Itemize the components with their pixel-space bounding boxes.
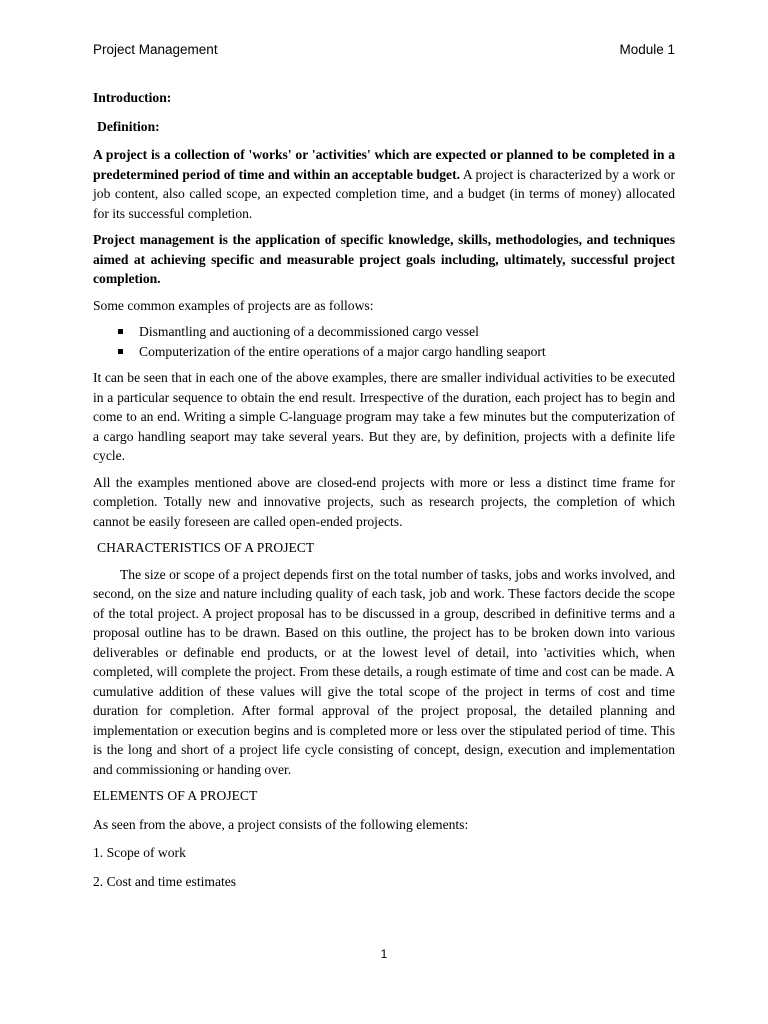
- header-module: Module 1: [619, 42, 675, 57]
- elements-intro: As seen from the above, a project consists of the following elements:: [93, 816, 469, 832]
- document-body: [93, 88, 675, 891]
- element-scope-of-work: 1. Scope of work: [93, 845, 186, 860]
- element-cost-time-estimates: 2. Cost and time estimates: [93, 873, 237, 889]
- introduction-heading: Introduction:: [93, 90, 172, 105]
- project-definition-rest: A project is characterized by a work or job content, also called scope, an expected completion time, and a budget (in terms of money) allocated for its successful completion.: [93, 166, 675, 221]
- definition-heading: Definition:: [97, 118, 160, 134]
- page-number: 1: [380, 947, 388, 961]
- project-definition-bold: A project is a collection of 'works' or 'activities' which are expected or planned to be completed in a predetermined period of time and within an acceptable budget.: [93, 147, 675, 182]
- examples-list: [93, 322, 675, 361]
- project-management-definition: Project management is the application of specific knowledge, skills, methodologies, and techniques aimed at achieving specific and measurable project goals including, ultimately, successful project completion.: [93, 232, 675, 286]
- closed-end-paragraph: All the examples mentioned above are closed-end projects with more or less a distinct time frame for completion. Totally new and innovative projects, such as research projects, the completion of which cannot be easily foreseen are called open-ended projects.: [93, 474, 675, 529]
- bullet-square-icon: [118, 329, 123, 334]
- bullet-square-icon: [118, 349, 123, 354]
- examples-intro: Some common examples of projects are as follows:: [93, 297, 374, 313]
- sub-activities-paragraph: It can be seen that in each one of the above examples, there are smaller individual activities to be executed in a particular sequence to obtain the end result. Irrespective of the duration, each project has to begin and come to an end. Writing a simple C-language program may take a few minutes but the computerization of a cargo handling seaport may take several years. But they are, by definition, projects with a definite life cycle.: [93, 370, 675, 463]
- characteristics-heading: CHARACTERISTICS OF A PROJECT: [97, 540, 315, 555]
- header-title: Project Management: [93, 42, 218, 57]
- project-definition-paragraph: [93, 145, 675, 223]
- page-header: [93, 42, 675, 57]
- list-item: Computerization of the entire operations of a major cargo handling seaport: [118, 342, 675, 362]
- list-item: Dismantling and auctioning of a decommissioned cargo vessel: [118, 322, 675, 342]
- elements-heading: ELEMENTS OF A PROJECT: [93, 788, 258, 803]
- characteristics-paragraph: The size or scope of a project depends first on the total number of tasks, jobs and works involved, and second, on the size and nature including quality of each task, job and work. These factors decide the scope of the total project. A project proposal has to be discussed in a group, described in definitive terms and a proposal outline has to be drawn. Based on this outline, the project has to be broken down into various deliverables or definable end products, or at the lowest level of detail, into 'activities which, when completed, will complete the project. From these details, a rough estimate of time and cost can be made. A cumulative addition of these values will give the total scope of the project in terms of cost and time duration for completion. After formal approval of the project proposal, the detailed planning and implementation or execution begins and is completed more or less over the stipulated period of time. This is the long and short of a project life cycle consisting of concept, design, execution and implementation and commissioning or handing over.: [93, 566, 675, 777]
